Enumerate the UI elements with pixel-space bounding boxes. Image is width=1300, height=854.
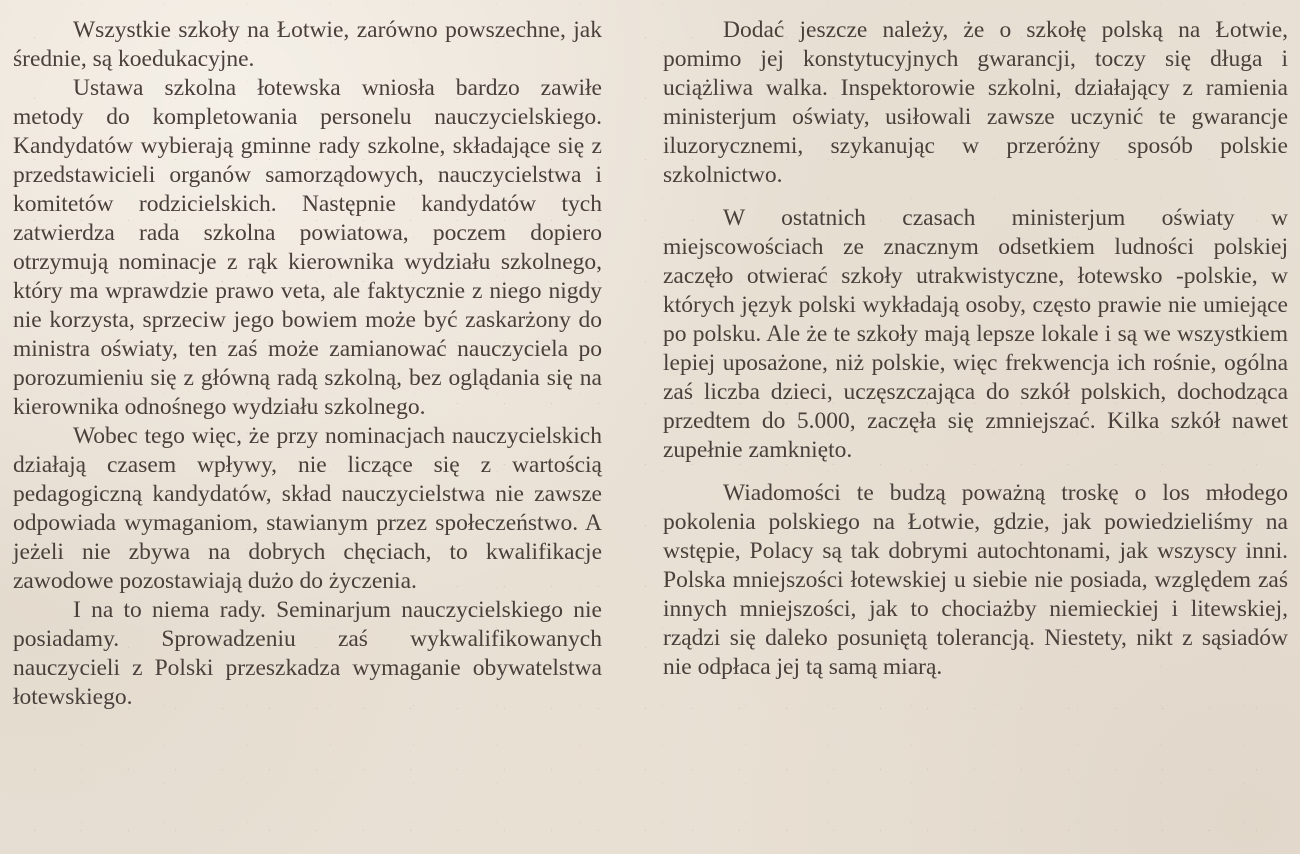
paragraph: W ostatnich czasach ministerjum oświaty w miejscowościach ze znacznym odsetkiem ludności polskiej zaczęło otwierać szkoły utrakwistyczne, łotewsko -polskie, w których język polski wykładają osoby, często prawie nie umiejące po polsku. Ale że te szkoły mają lepsze lokale i są we wszystkiem lepiej uposażone, niż polskie, więc frekwencja ich rośnie, ogólna zaś liczba dzieci, uczęszczająca do szkół polskich, dochodząca przedtem do 5.000, zaczęła się zmniejszać. Kilka szkół nawet zupełnie zamknięto. — [663, 205, 1288, 463]
text-column-left — [13, 16, 602, 712]
paragraph: Wszystkie szkoły na Łotwie, zarówno powszechne, jak średnie, są koedukacyjne. — [13, 17, 602, 72]
paragraph: Dodać jeszcze należy, że o szkołę polską na Łotwie, pomimo jej konstytucyjnych gwarancji, toczy się długa i uciążliwa walka. Inspektorowie szkolni, działający z ramienia ministerjum oświaty, usiłowali zawsze uczynić te gwarancje iluzorycznemi, szykanując w przeróżny sposób polskie szkolnictwo. — [663, 17, 1288, 188]
paragraph: Ustawa szkolna łotewska wniosła bardzo zawiłe metody do kompletowania personelu nauczycielskiego. Kandydatów wybierają gminne rady szkolne, składające się z przedstawicieli organów samorządowych, nauczycielstwa i komitetów rodzicielskich. Następnie kandydatów tych zatwierdza rada szkolna powiatowa, poczem dopiero otrzymują nominacje z rąk kierownika wydziału szkolnego, który ma wprawdzie prawo veta, ale faktycznie z niego nigdy nie korzysta, sprzeciw jego bowiem może być zaskarżony do ministra oświaty, ten zaś może zamianować nauczyciela po porozumieniu się z główną radą szkolną, bez oglądania się na kierownika odnośnego wydziału szkolnego. — [13, 75, 602, 420]
paragraph: Wobec tego więc, że przy nominacjach nauczycielskich działają czasem wpływy, nie liczące się z wartością pedagogiczną kandydatów, skład nauczycielstwa nie zawsze odpowiada wymaganiom, stawianym przez społeczeństwo. A jeżeli nie zbywa na dobrych chęciach, to kwalifikacje zawodowe pozostawiają dużo do życzenia. — [13, 423, 602, 594]
paragraph: Wiadomości te budzą poważną troskę o los młodego pokolenia polskiego na Łotwie, gdzie, jak powiedzieliśmy na wstępie, Polacy są tak dobrymi autochtonami, jak wszyscy inni. Polska mniejszości łotewskiej u siebie nie posiada, względem zaś innych mniejszości, jak to chociażby niemieckiej i litewskiej, rządzi się daleko posuniętą tolerancją. Niestety, nikt z sąsiadów nie odpłaca jej tą samą miarą. — [663, 480, 1288, 680]
paragraph: I na to niema rady. Seminarjum nauczycielskiego nie posiadamy. Sprowadzeniu zaś wykwalifikowanych nauczycieli z Polski przeszkadza wymaganie obywatelstwa łotewskiego. — [13, 597, 602, 710]
text-column-right — [663, 16, 1288, 682]
